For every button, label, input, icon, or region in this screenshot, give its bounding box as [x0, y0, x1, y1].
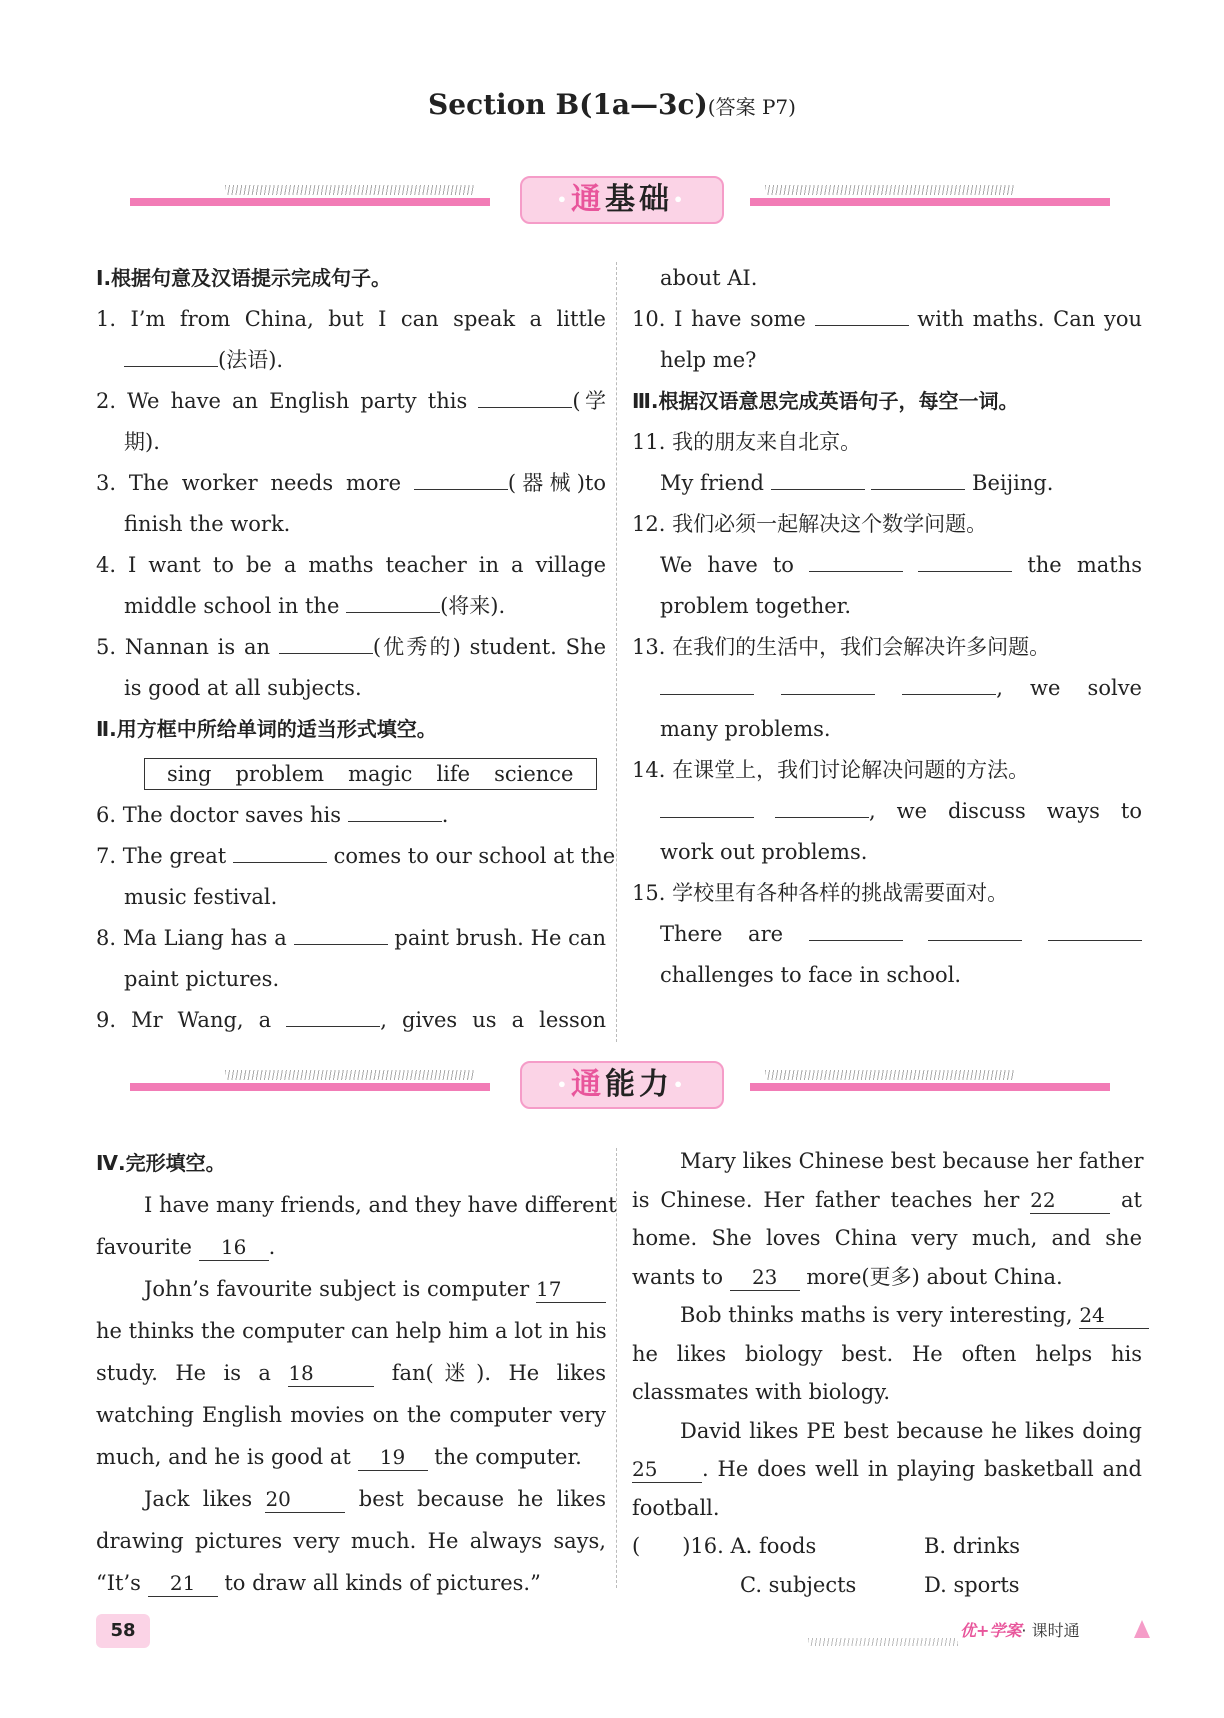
q13-line1: , we solve	[632, 668, 1142, 709]
q1-line1: 1. I’m from China, but I can speak a little	[96, 307, 606, 331]
q14-line1: , we discuss ways to	[632, 791, 1142, 832]
q4-line2: middle school in the (将来).	[96, 586, 606, 627]
cloze-p3-l1: Jack likes 20 best because he likes	[144, 1487, 606, 1511]
q16-options-2: C. subjects D. sports	[740, 1572, 1020, 1597]
q7-line2: music festival.	[124, 885, 278, 909]
cloze-p2-l5: much, and he is good at 19 the computer.	[96, 1445, 582, 1469]
cloze-p4-l4: wants to 23 more(更多) about China.	[632, 1264, 1063, 1289]
cloze-p6-l1: David likes PE best because he likes doing	[680, 1418, 1142, 1443]
page-title	[0, 88, 1224, 121]
cloze-p2-l2: he thinks the computer can help him a lot in his	[96, 1319, 607, 1343]
banner-label: 基础	[605, 182, 673, 217]
q12-line2: problem together.	[660, 594, 852, 618]
q10-line1: 10. I have some with maths. Can you	[632, 299, 1142, 340]
q15-blank-1[interactable]	[809, 918, 903, 941]
page-number: 58	[96, 1614, 150, 1648]
cloze-p6-l2: 25 . He does well in playing basketball and	[632, 1457, 1142, 1481]
section-2-heading: Ⅱ.用方框中所给单词的适当形式填空。	[96, 717, 437, 741]
q16-options-1: ( )16. A. foods B. drinks	[632, 1534, 1021, 1558]
q14-line2: work out problems.	[660, 840, 868, 864]
q13-blank-1[interactable]	[660, 672, 754, 695]
cloze-p3-l2: drawing pictures very much. He always says,	[96, 1529, 606, 1553]
q8-line2: paint pictures.	[124, 967, 280, 991]
banner-prefix: 通	[571, 1067, 605, 1102]
word-box: sing problem magic life science	[144, 758, 597, 790]
q5-line2: is good at all subjects.	[124, 676, 362, 700]
cloze-p4-l2: is Chinese. Her father teaches her 22 at	[632, 1187, 1142, 1212]
q6-blank[interactable]	[348, 799, 442, 822]
cloze-p6-l3: football.	[632, 1495, 720, 1520]
q3-line2: finish the work.	[124, 512, 291, 536]
q12-chinese: 12. 我们必须一起解决这个数学问题。	[632, 512, 988, 536]
q8-line1: 8. Ma Liang has a paint brush. He can	[96, 918, 606, 959]
q1-line2: (法语).	[96, 340, 606, 381]
blank-23[interactable]: 23	[730, 1264, 800, 1291]
q12-blank-2[interactable]	[918, 549, 1012, 572]
blank-20[interactable]: 20	[265, 1486, 345, 1513]
section-1-heading: Ⅰ.根据句意及汉语提示完成句子。	[96, 266, 392, 290]
footer-triangle-icon	[1134, 1620, 1150, 1638]
q15-blank-3[interactable]	[1048, 918, 1142, 941]
q2-line2: 期).	[124, 430, 160, 454]
cloze-right	[632, 1142, 1142, 1604]
section-right-top	[632, 258, 1142, 996]
q10-line2: help me?	[660, 348, 757, 372]
q11-line: My friend Beijing.	[632, 463, 1142, 504]
cloze-p4-l3: home. She loves China very much, and she	[632, 1226, 1142, 1250]
banner-label: 能力	[605, 1067, 673, 1102]
banner-prefix: 通	[571, 182, 605, 217]
q3-line1: 3. The worker needs more (器械)to	[96, 463, 606, 504]
q1-blank[interactable]	[124, 344, 218, 367]
q8-blank[interactable]	[294, 922, 388, 945]
q14-blank-1[interactable]	[660, 795, 754, 818]
q11-chinese: 11. 我的朋友来自北京。	[632, 430, 862, 454]
title-main: Section B(1a—3c)	[428, 88, 708, 121]
cloze-p2-l4: watching English movies on the computer very	[96, 1403, 606, 1427]
cloze-p5-l3: classmates with biology.	[632, 1380, 890, 1404]
cloze-p2-l1: John’s favourite subject is computer 17	[96, 1268, 606, 1310]
q13-blank-2[interactable]	[781, 672, 875, 695]
q9-line2: about AI.	[660, 266, 758, 290]
cloze-p2-l3: study. He is a 18 fan(迷). He likes	[96, 1361, 606, 1385]
q4-blank[interactable]	[346, 590, 440, 613]
footer-brand: 优+学案· 课时通	[960, 1621, 1080, 1640]
q5-line1: 5. Nannan is an (优秀的) student. She	[96, 627, 606, 668]
q10-blank[interactable]	[815, 303, 909, 326]
q7-line1: 7. The great comes to our school at the	[96, 836, 606, 877]
q15-blank-2[interactable]	[928, 918, 1022, 941]
q13-blank-3[interactable]	[902, 672, 996, 695]
footer-hatch	[808, 1638, 958, 1646]
section-1-left	[96, 258, 616, 1041]
cloze-p3-l3: “It’s 21 to draw all kinds of pictures.”	[96, 1571, 541, 1595]
blank-21[interactable]: 21	[148, 1570, 218, 1597]
q13-chinese: 13. 在我们的生活中，我们会解决许多问题。	[632, 635, 1051, 659]
q15-line2: challenges to face in school.	[660, 963, 962, 987]
q3-blank[interactable]	[414, 467, 508, 490]
q14-chinese: 14. 在课堂上，我们讨论解决问题的方法。	[632, 758, 1030, 782]
q12-line1: We have to the maths	[632, 545, 1142, 586]
banner-basics: •通基础•	[130, 170, 1110, 230]
cloze-p1-l2: favourite 16 .	[96, 1235, 276, 1259]
cloze-p4-l1: Mary likes Chinese best because her father	[680, 1149, 1144, 1173]
q6-line: 6. The doctor saves his .	[96, 795, 606, 836]
q4-line1: 4. I want to be a maths teacher in a village	[96, 553, 606, 577]
blank-22[interactable]: 22	[1030, 1187, 1110, 1214]
q7-blank[interactable]	[233, 840, 327, 863]
blank-18[interactable]: 18	[288, 1360, 374, 1387]
column-divider	[616, 262, 617, 1042]
blank-24[interactable]: 24	[1079, 1302, 1149, 1329]
q2-line1: 2. We have an English party this (学	[96, 381, 606, 422]
q15-line1: There are	[632, 914, 1142, 955]
q11-blank-1[interactable]	[771, 467, 865, 490]
word-box-row	[96, 750, 606, 795]
q11-blank-2[interactable]	[871, 467, 965, 490]
q5-blank[interactable]	[279, 631, 373, 654]
section-4-heading: Ⅳ.完形填空。	[96, 1151, 226, 1175]
q13-line2: many problems.	[660, 717, 831, 741]
cloze-p5-l1: Bob thinks maths is very interesting, 24	[632, 1296, 1142, 1335]
q9-line1: 9. Mr Wang, a , gives us a lesson	[96, 1000, 606, 1041]
blank-17[interactable]: 17	[536, 1276, 606, 1303]
title-answer-ref: (答案 P7)	[707, 95, 796, 119]
q2-blank[interactable]	[478, 385, 572, 408]
cloze-p5-l2: he likes biology best. He often helps his	[632, 1341, 1142, 1366]
blank-25[interactable]: 25	[632, 1456, 702, 1483]
cloze-left	[96, 1142, 617, 1604]
blank-16[interactable]: 16	[199, 1234, 269, 1261]
q9-blank[interactable]	[286, 1004, 380, 1027]
cloze-p1-l1: I have many friends, and they have different	[144, 1193, 617, 1217]
q12-blank-1[interactable]	[809, 549, 903, 572]
banner-ability: •通能力•	[130, 1055, 1110, 1115]
q15-chinese: 15. 学校里有各种各样的挑战需要面对。	[632, 881, 1009, 905]
section-3-heading: Ⅲ.根据汉语意思完成英语句子，每空一词。	[632, 389, 1019, 413]
blank-19[interactable]: 19	[358, 1444, 428, 1471]
q14-blank-2[interactable]	[775, 795, 869, 818]
